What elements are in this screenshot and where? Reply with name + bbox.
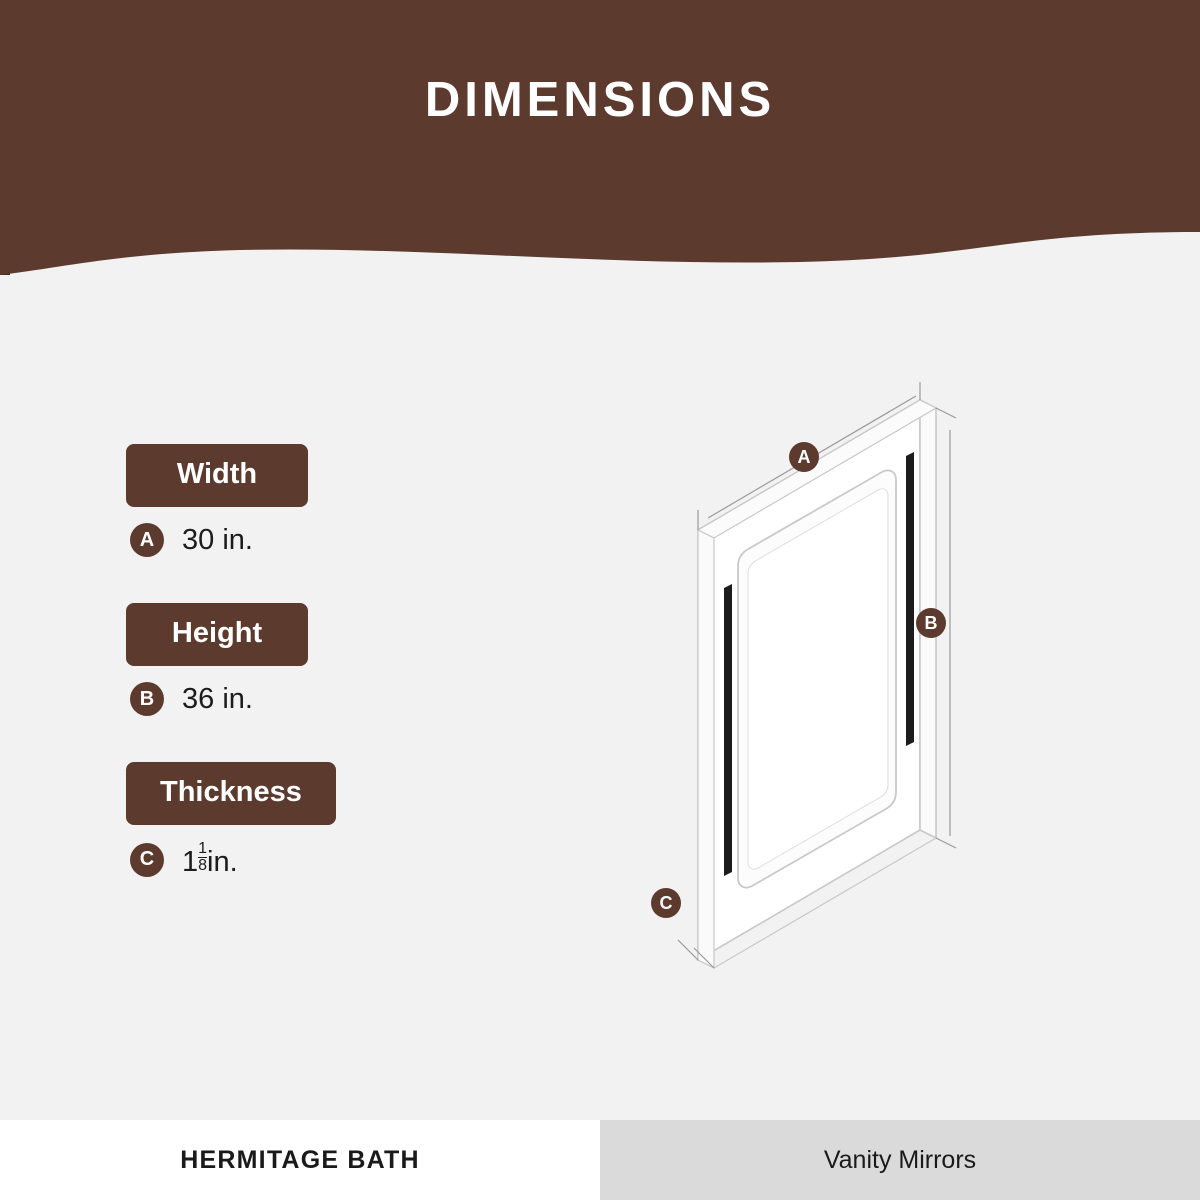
callout-badge-a: A bbox=[789, 442, 819, 472]
legend-label-thickness: Thickness bbox=[126, 762, 336, 825]
page-title: DIMENSIONS bbox=[424, 73, 776, 127]
mirror-diagram bbox=[620, 360, 1040, 980]
callout-badge-c: C bbox=[651, 888, 681, 918]
footer-bar bbox=[0, 1120, 1200, 1200]
callout-badge-b: B bbox=[916, 608, 946, 638]
legend-label-width: Width bbox=[126, 444, 308, 507]
dimension-legend bbox=[126, 444, 466, 925]
thickness-unit: in. bbox=[207, 845, 238, 878]
badge-b: B bbox=[130, 682, 164, 716]
legend-value-thickness bbox=[182, 841, 238, 879]
badge-a: A bbox=[130, 523, 164, 557]
legend-label-height: Height bbox=[126, 603, 308, 666]
legend-row-width bbox=[126, 523, 466, 557]
legend-value-height: 36 in. bbox=[182, 682, 253, 715]
legend-group-height bbox=[126, 603, 466, 716]
footer-brand-panel bbox=[0, 1120, 600, 1200]
legend-group-width bbox=[126, 444, 466, 557]
header-banner bbox=[0, 0, 1200, 285]
legend-value-width: 30 in. bbox=[182, 523, 253, 556]
badge-c: C bbox=[130, 843, 164, 877]
thickness-denominator: 8 bbox=[198, 857, 208, 874]
footer-category-panel bbox=[600, 1120, 1200, 1200]
legend-group-thickness bbox=[126, 762, 466, 879]
category-name: Vanity Mirrors bbox=[823, 1145, 977, 1174]
brand-name: HERMITAGE BATH bbox=[180, 1145, 420, 1174]
thickness-fraction bbox=[198, 841, 207, 874]
legend-row-thickness bbox=[126, 841, 466, 879]
thickness-whole: 1 bbox=[182, 845, 199, 878]
legend-row-height bbox=[126, 682, 466, 716]
thickness-numerator: 1 bbox=[198, 840, 208, 857]
